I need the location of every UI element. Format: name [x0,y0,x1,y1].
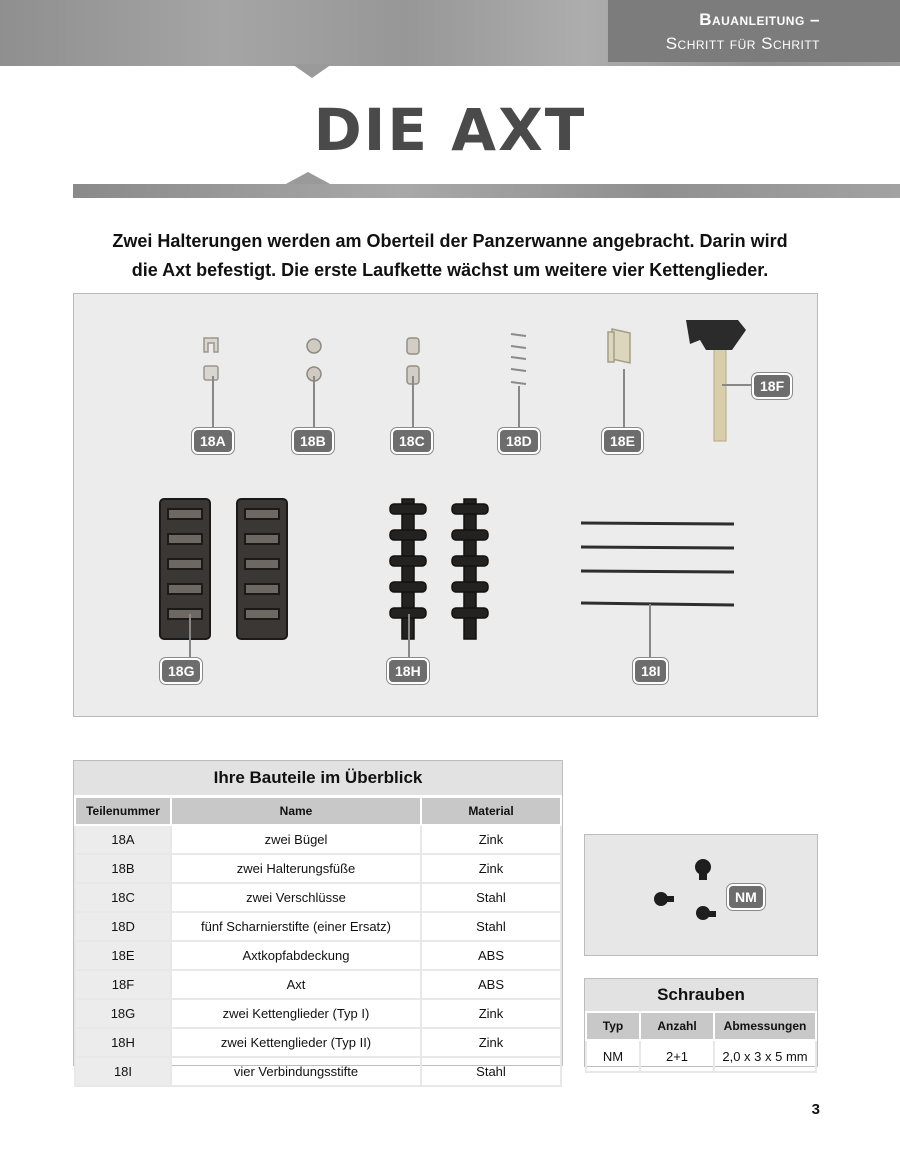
table-row [75,883,561,912]
table-row [75,970,561,999]
intro-line-1: Zwei Halterungen werden am Oberteil der Panzerwanne angebracht. Darin wird [112,231,788,251]
part-name: Axtkopfabdeckung [171,941,421,970]
part-18d-graphic [511,334,526,384]
title-rule [73,184,900,198]
table-row [75,1028,561,1057]
part-name: zwei Kettenglieder (Typ I) [171,999,421,1028]
parts-illustration [74,294,817,716]
part-number: 18F [75,970,171,999]
part-material: Zink [421,1028,561,1057]
label-18g: 18G [160,658,202,684]
part-number: 18E [75,941,171,970]
part-number: 18B [75,854,171,883]
screw-type: NM [586,1040,640,1072]
screws-header-type: Typ [586,1012,640,1040]
table-row [75,854,561,883]
label-18f: 18F [752,373,792,399]
leader-18i [649,604,651,659]
label-18c: 18C [391,428,433,454]
table-row [75,941,561,970]
table-row [75,912,561,941]
part-name: zwei Kettenglieder (Typ II) [171,1028,421,1057]
parts-header-number: Teilenummer [75,797,171,825]
parts-table-title: Ihre Bauteile im Überblick [74,761,562,796]
screws-table-title: Schrauben [585,979,817,1011]
part-number: 18A [75,825,171,854]
parts-photo [73,293,818,717]
part-material: ABS [421,941,561,970]
leader-18g [189,614,191,659]
part-material: Stahl [421,1057,561,1086]
page-number: 3 [811,1101,820,1118]
table-row [75,825,561,854]
part-name: fünf Scharnierstifte (einer Ersatz) [171,912,421,941]
label-18b: 18B [292,428,334,454]
part-18i-graphic [581,523,734,605]
part-material: Stahl [421,883,561,912]
label-18e: 18E [602,428,643,454]
part-18f-graphic [686,320,746,441]
leader-18c [412,376,414,432]
part-18e-graphic [608,329,630,363]
page-title: DIE AXT [313,96,587,164]
screws-table [584,978,818,1067]
part-name: zwei Bügel [171,825,421,854]
section-label-line2: Schritt für Schritt [665,34,820,53]
screws-photo [584,834,818,956]
part-18g-graphic [160,499,287,639]
section-label-line1: Bauanleitung – [699,10,820,29]
part-material: ABS [421,970,561,999]
label-18h: 18H [387,658,429,684]
table-row [586,1040,816,1072]
label-nm: NM [727,884,765,910]
part-18b-graphic [307,339,321,381]
part-number: 18C [75,883,171,912]
section-label [608,0,900,62]
part-number: 18G [75,999,171,1028]
part-material: Zink [421,825,561,854]
screws-illustration [585,835,817,955]
table-row [75,1057,561,1086]
screws-header-count: Anzahl [640,1012,714,1040]
part-name: zwei Halterungsfüße [171,854,421,883]
parts-header-material: Material [421,797,561,825]
part-name: zwei Verschlüsse [171,883,421,912]
table-row [75,999,561,1028]
intro-text [80,227,820,285]
part-material: Zink [421,999,561,1028]
label-18i: 18I [633,658,668,684]
part-18h-graphic [390,499,488,639]
leader-18e [623,369,625,432]
part-material: Zink [421,854,561,883]
parts-header-name: Name [171,797,421,825]
part-material: Stahl [421,912,561,941]
part-number: 18D [75,912,171,941]
part-name: vier Verbindungsstifte [171,1057,421,1086]
screw-dimensions: 2,0 x 3 x 5 mm [714,1040,816,1072]
intro-line-2: die Axt befestigt. Die erste Laufkette wächst um weitere vier Kettenglieder. [131,260,769,280]
leader-18h [408,614,410,659]
parts-overview-table [73,760,563,1079]
screw-count: 2+1 [640,1040,714,1072]
part-name: Axt [171,970,421,999]
leader-18f [722,384,754,386]
part-number: 18I [75,1057,171,1086]
part-number: 18H [75,1028,171,1057]
leader-18b [313,376,315,432]
label-18d: 18D [498,428,540,454]
label-18a: 18A [192,428,234,454]
leader-18a [212,376,214,432]
part-18a-graphic [204,338,218,380]
header-notch [292,64,332,78]
screws-header-dimensions: Abmessungen [714,1012,816,1040]
leader-18d [518,386,520,432]
